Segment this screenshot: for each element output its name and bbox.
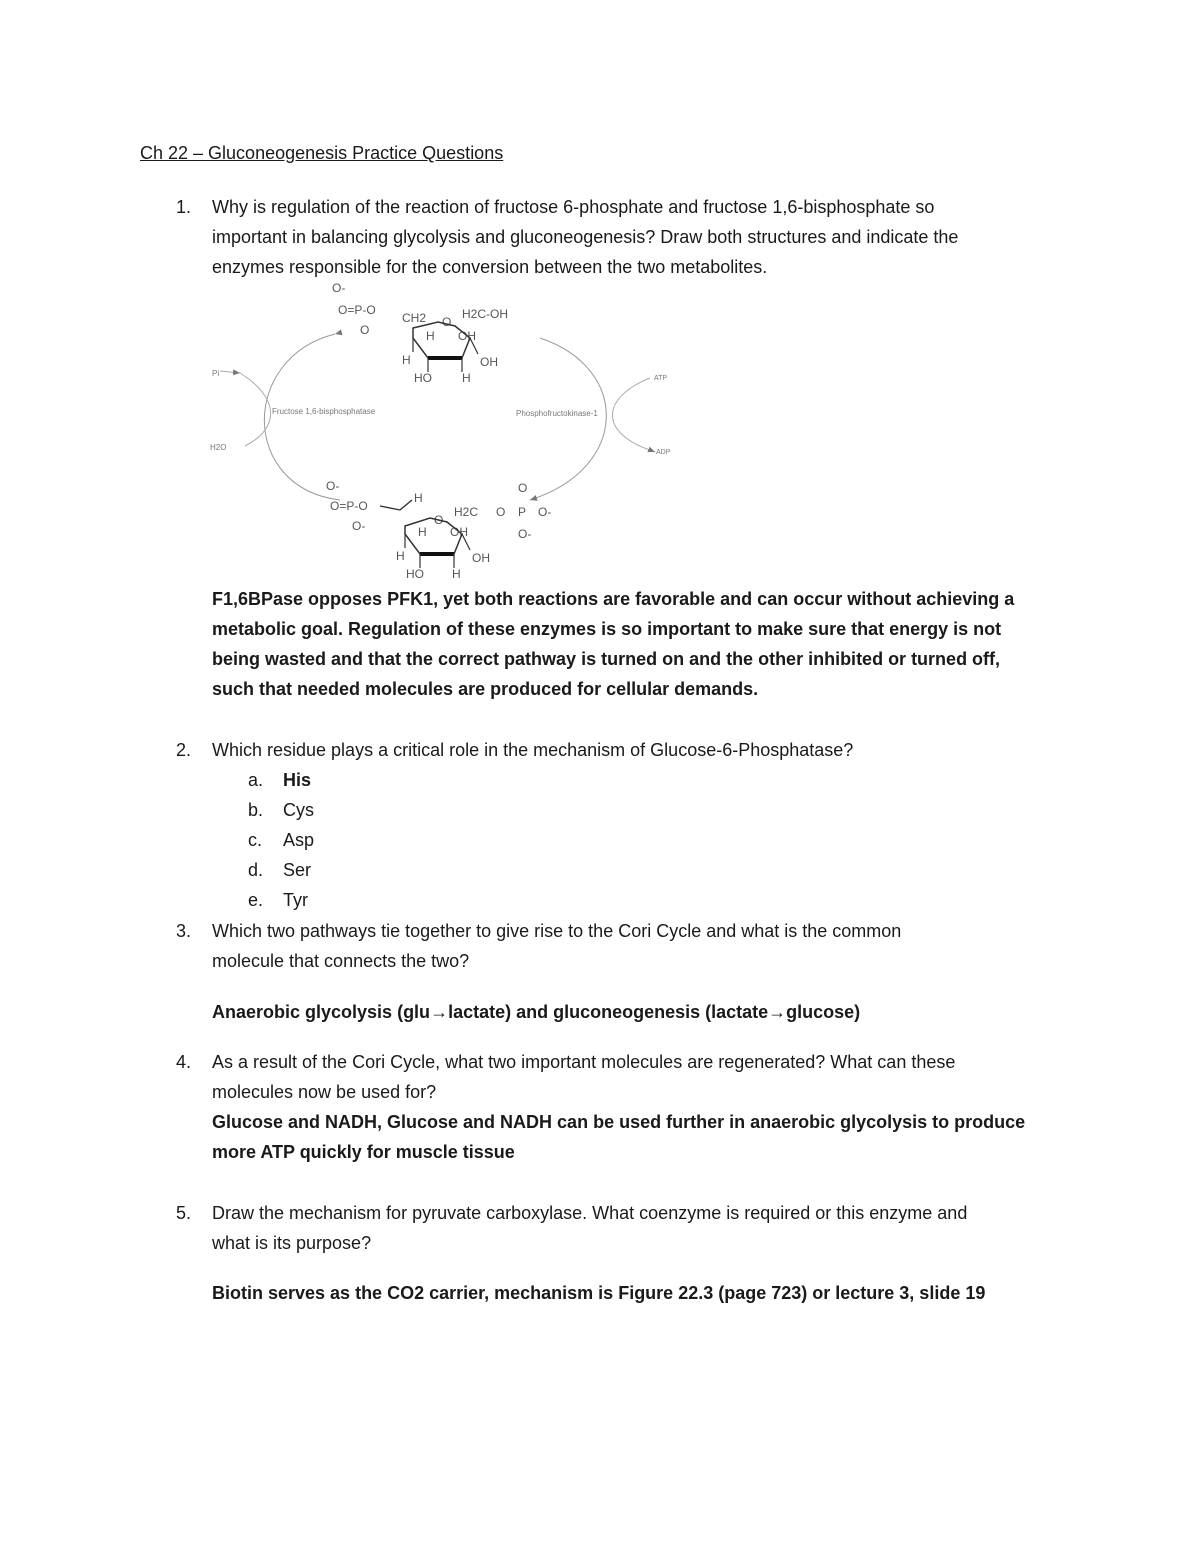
svg-text:O=P-O: O=P-O [338, 303, 376, 317]
svg-text:O-: O- [352, 519, 366, 533]
q3-answer [212, 1001, 860, 1023]
svg-text:H: H [414, 491, 423, 505]
q1-answer-line-2: metabolic goal. Regulation of these enzymes is so important to make sure that energy is not [212, 619, 1002, 639]
q2-option-e-letter: e. [248, 890, 264, 910]
q2-option-b-letter: b. [248, 800, 264, 820]
svg-text:OH: OH [472, 551, 490, 565]
q2-option-a-text: His [283, 770, 312, 790]
svg-text:O: O [442, 315, 452, 329]
adp-label: ADP [656, 449, 671, 456]
svg-text:OH: OH [458, 329, 476, 343]
svg-text:P: P [518, 505, 527, 519]
left-cycle-arc [264, 334, 340, 500]
q3-line-2: molecule that connects the two? [212, 951, 470, 971]
q4-line-1: As a result of the Cori Cycle, what two important molecules are regenerated? What can these [212, 1052, 956, 1072]
arrow-icon: → [430, 1002, 449, 1022]
q5-line-2: what is its purpose? [212, 1233, 372, 1253]
q4-line-2: molecules now be used for? [212, 1082, 437, 1102]
q5-number: 5. [176, 1203, 192, 1223]
q4-answer-line-2: more ATP quickly for muscle tissue [212, 1142, 515, 1162]
q2-text: Which residue plays a critical role in the mechanism of Glucose-6-Phosphatase? [212, 740, 854, 760]
q4-number: 4. [176, 1052, 192, 1072]
svg-text:H: H [462, 371, 471, 385]
svg-text:O-: O- [326, 479, 340, 493]
q3-answer-part-b: lactate) and gluconeogenesis (lactate [448, 1002, 769, 1022]
q3-answer-part-c: glucose) [786, 1002, 861, 1022]
q2-option-c-letter: c. [248, 830, 263, 850]
svg-text:O: O [518, 481, 528, 495]
svg-text:HO: HO [414, 371, 432, 385]
svg-text:H: H [402, 353, 411, 367]
q1-answer-line-4: such that needed molecules are produced for cellular demands. [212, 679, 759, 699]
q5-line-1: Draw the mechanism for pyruvate carboxylase. What coenzyme is required or this enzyme and [212, 1203, 968, 1223]
svg-text:H2C: H2C [454, 505, 479, 519]
q1-answer-line-1: F1,6BPase opposes PFK1, yet both reactions are favorable and can occur without achieving a [212, 589, 1015, 609]
fructose-1-6-bisphosphate-structure [326, 479, 551, 581]
q2-option-b-text: Cys [283, 800, 314, 820]
svg-text:O: O [496, 505, 506, 519]
right-enzyme-label: Phosphofructokinase-1 [516, 409, 598, 418]
svg-text:H: H [418, 525, 427, 539]
q1-line-3: enzymes responsible for the conversion between the two metabolites. [212, 257, 768, 277]
q2-option-c-text: Asp [283, 830, 315, 850]
q5-answer: Biotin serves as the CO2 carrier, mechanism is Figure 22.3 (page 723) or lecture 3, slide 19 [212, 1283, 986, 1303]
svg-text:O: O [360, 323, 370, 337]
fructose-6-phosphate-structure [332, 281, 508, 385]
svg-text:H2C-OH: H2C-OH [462, 307, 509, 321]
svg-text:OH: OH [450, 525, 468, 539]
svg-text:H: H [426, 329, 435, 343]
svg-text:HO: HO [406, 567, 424, 581]
svg-text:O-: O- [518, 527, 532, 541]
svg-text:OH: OH [480, 355, 498, 369]
q1-answer-line-3: being wasted and that the correct pathway is turned on and the other inhibited or turned off, [212, 649, 1001, 669]
q2-option-a-letter: a. [248, 770, 264, 790]
svg-text:O-: O- [332, 281, 346, 295]
svg-text:O: O [434, 513, 444, 527]
q2-option-d-letter: d. [248, 860, 264, 880]
q4-answer-line-1: Glucose and NADH, Glucose and NADH can be used further in anaerobic glycolysis to produce [212, 1112, 1026, 1132]
svg-text:CH2: CH2 [402, 311, 427, 325]
left-enzyme-label: Fructose 1,6-bisphosphatase [272, 407, 376, 416]
q2-option-e-text: Tyr [283, 890, 308, 910]
q2-number: 2. [176, 740, 192, 760]
right-side-arc [613, 378, 651, 450]
page-title: Ch 22 – Gluconeogenesis Practice Questions [140, 143, 504, 163]
q3-answer-part-a: Anaerobic glycolysis (glu [212, 1002, 431, 1022]
atp-label: ATP [654, 375, 668, 382]
svg-text:H: H [452, 567, 461, 581]
h2o-label: H2O [210, 443, 227, 452]
arrow-icon: → [768, 1002, 787, 1022]
fructose-cycle-diagram [200, 278, 690, 584]
svg-text:O=P-O: O=P-O [330, 499, 368, 513]
svg-text:H: H [396, 549, 405, 563]
right-cycle-arc [530, 338, 606, 500]
q1-number: 1. [176, 197, 192, 217]
q1-line-1: Why is regulation of the reaction of fructose 6-phosphate and fructose 1,6-bisphosphate so [212, 197, 935, 217]
q2-option-d-text: Ser [283, 860, 312, 880]
q1-line-2: important in balancing glycolysis and gluconeogenesis? Draw both structures and indicate the [212, 227, 959, 247]
svg-text:O-: O- [538, 505, 552, 519]
pi-label: Pi [212, 369, 220, 378]
q3-number: 3. [176, 921, 192, 941]
q3-line-1: Which two pathways tie together to give rise to the Cori Cycle and what is the common [212, 921, 902, 941]
